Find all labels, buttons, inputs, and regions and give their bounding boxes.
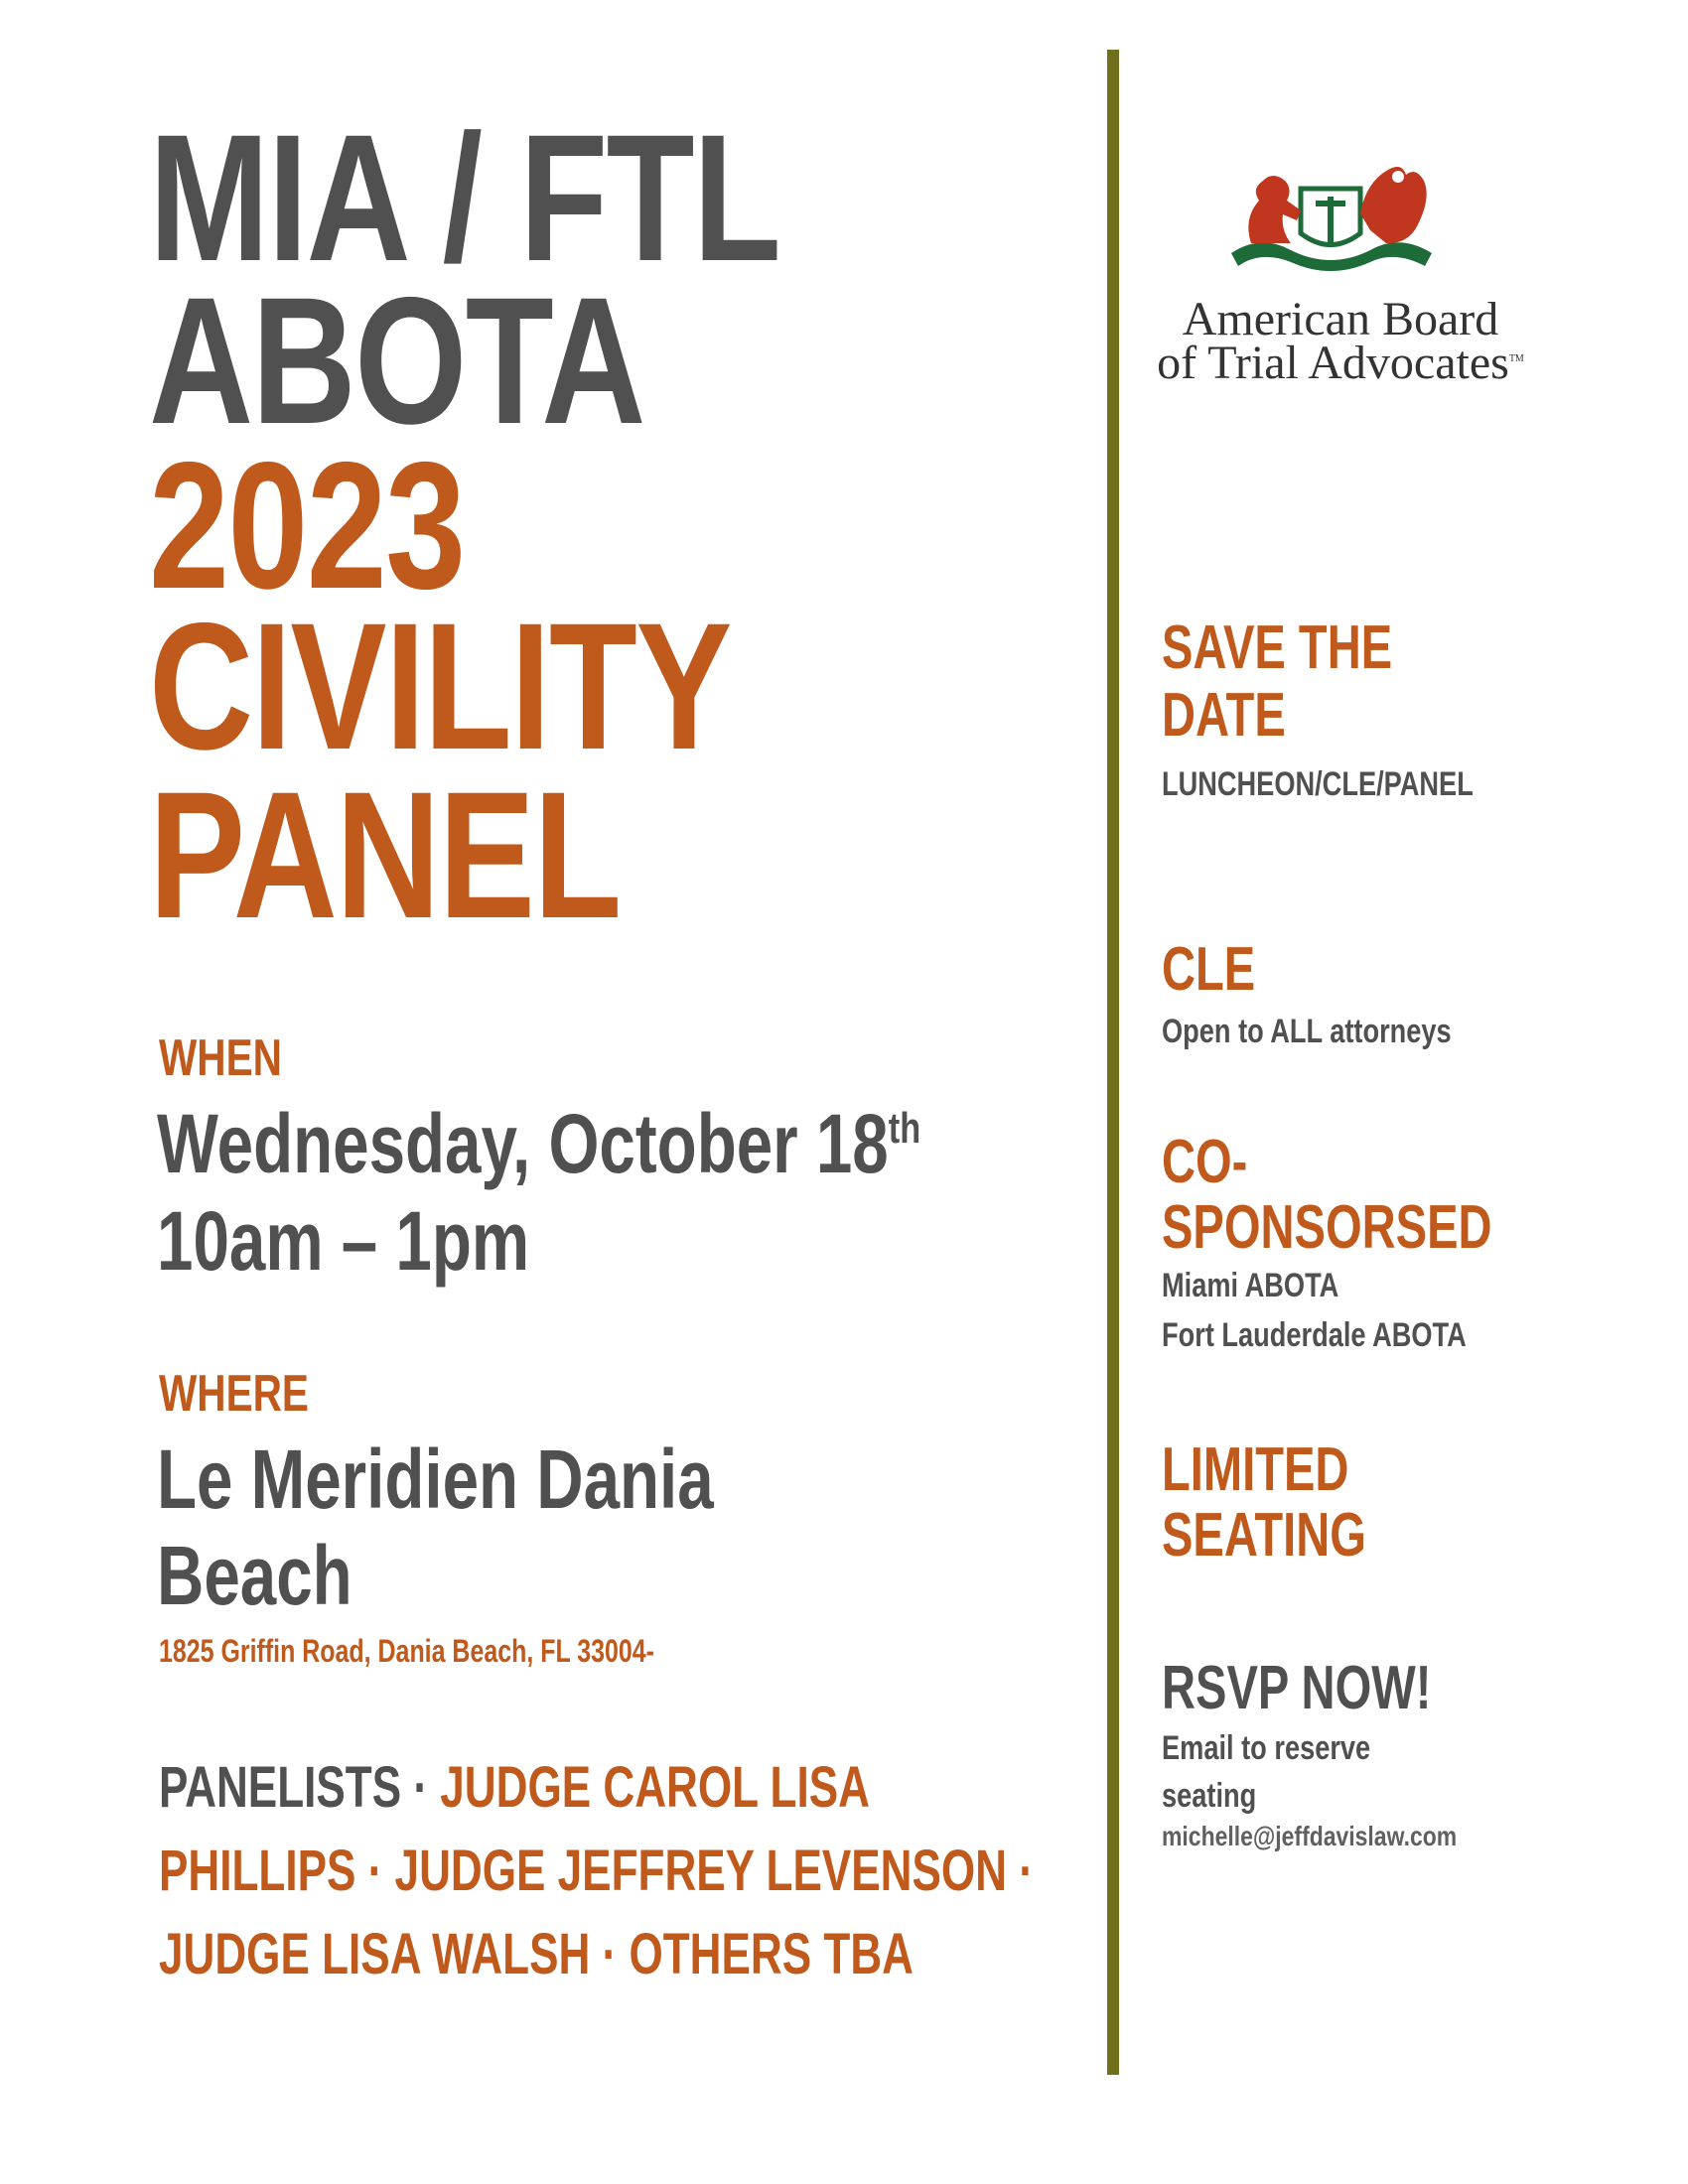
rsvp-sub-1: Email to reserve	[1162, 1729, 1371, 1767]
panelists-label: PANELISTS	[159, 1755, 402, 1820]
title-line-3: 2023	[149, 424, 465, 626]
rsvp-heading: RSVP NOW!	[1162, 1654, 1432, 1722]
cosponsor-heading-1: CO-	[1162, 1128, 1248, 1196]
venue-line-1: Le Meridien Dania	[157, 1433, 714, 1526]
where-label: WHERE	[159, 1365, 309, 1423]
cle-sub: Open to ALL attorneys	[1162, 1013, 1452, 1050]
date-suffix: th	[888, 1104, 921, 1153]
save-date-sub: LUNCHEON/CLE/PANEL	[1162, 765, 1474, 803]
vertical-divider	[1107, 50, 1119, 2075]
abota-crest-logo	[1221, 159, 1440, 278]
panelists-line-1: PANELISTS · JUDGE CAROL LISA	[159, 1755, 870, 1820]
rsvp-email-link[interactable]: michelle@jeffdavislaw.com	[1162, 1821, 1458, 1851]
title-line-4: CIVILITY	[149, 585, 731, 787]
when-label: WHEN	[159, 1029, 282, 1087]
venue-address: 1825 Griffin Road, Dania Beach, FL 33004-	[159, 1633, 654, 1669]
panelists-names-1: JUDGE CAROL LISA	[440, 1755, 870, 1820]
save-date-heading-2: DATE	[1162, 681, 1286, 750]
panelists-line-2: PHILLIPS · JUDGE JEFFREY LEVENSON ·	[159, 1839, 1034, 1903]
limited-seating-1: LIMITED	[1162, 1435, 1349, 1504]
logo-text-line-2: of Trial Advocates™	[1157, 337, 1524, 389]
trademark: TM	[1508, 353, 1524, 364]
logo-text-line-1: American Board	[1182, 293, 1499, 345]
title-line-1: MIA / FTL	[149, 96, 780, 299]
limited-seating-2: SEATING	[1162, 1501, 1366, 1570]
crest-lion	[1248, 176, 1301, 243]
rsvp-sub-2: seating	[1162, 1777, 1257, 1815]
venue-line-2: Beach	[157, 1529, 352, 1622]
title-line-5: PANEL	[149, 753, 621, 956]
panelists-line-3: JUDGE LISA WALSH · OTHERS TBA	[159, 1922, 914, 1986]
title-line-2: ABOTA	[149, 259, 644, 462]
cosponsor-miami: Miami ABOTA	[1162, 1267, 1339, 1304]
cosponsor-heading-2: SPONSORSED	[1162, 1193, 1492, 1262]
event-time: 10am – 1pm	[157, 1194, 530, 1288]
save-date-heading-1: SAVE THE	[1162, 614, 1393, 682]
cosponsor-ftl: Fort Lauderdale ABOTA	[1162, 1316, 1467, 1354]
event-date: Wednesday, October 18th	[157, 1097, 921, 1190]
cle-heading: CLE	[1162, 935, 1256, 1004]
